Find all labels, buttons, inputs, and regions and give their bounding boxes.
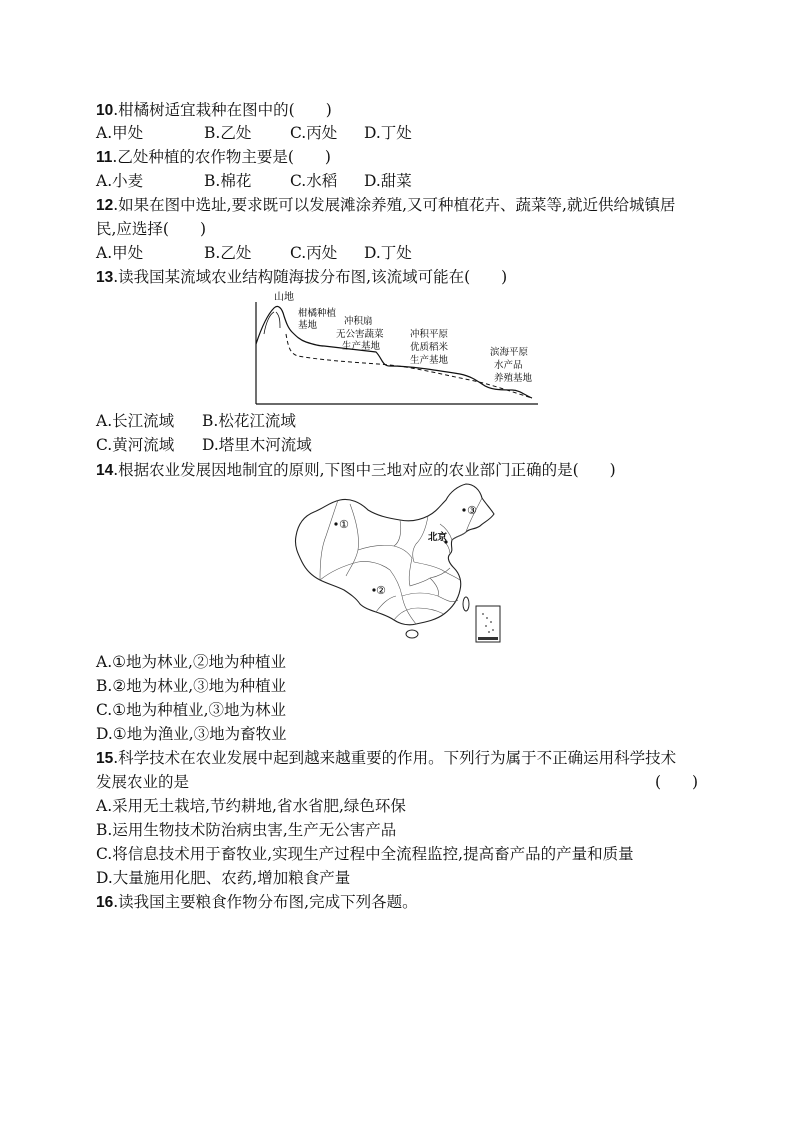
site-1-label: ① <box>339 518 349 531</box>
option-c[interactable]: C.①地为种植业,③地为林业 <box>96 701 287 719</box>
question-14-option-b <box>96 676 286 696</box>
question-text: .根据农业发展因地制宜的原则,下图中三地对应的农业部门正确的是( ) <box>113 461 616 479</box>
inset-islands <box>482 613 494 633</box>
option-b[interactable]: B.运用生物技术防治病虫害,生产无公害产品 <box>96 821 397 839</box>
option-b[interactable]: B.乙处 <box>204 244 252 262</box>
question-11-stem <box>96 147 331 168</box>
question-16-stem <box>96 892 418 913</box>
site-2-label: ② <box>376 584 386 597</box>
option-c[interactable]: C.水稻 <box>290 172 338 190</box>
option-a[interactable]: A.①地为林业,②地为种植业 <box>96 653 286 671</box>
option-c[interactable]: C.黄河流域 <box>96 436 175 454</box>
question-text: .读我国主要粮食作物分布图,完成下列各题。 <box>113 893 418 911</box>
site-3-label: ③ <box>467 504 477 517</box>
mountain-detail <box>276 312 280 328</box>
question-text: .读我国某流域农业结构随海拔分布图,该流域可能在( ) <box>113 268 508 286</box>
question-text: .如果在图中选址,要求既可以发展滩涂养殖,又可种植花卉、蔬菜等,就近供给城镇居 <box>113 196 676 214</box>
option-d[interactable]: D.①地为渔业,③地为畜牧业 <box>96 725 287 743</box>
question-15-option-d <box>96 868 350 888</box>
question-12-options <box>96 243 412 263</box>
question-13-options-row1 <box>96 411 296 431</box>
option-b[interactable]: B.松花江流域 <box>202 412 296 430</box>
answer-parentheses[interactable]: ( ) <box>655 773 699 791</box>
label-aquatic-base: 养殖基地 <box>494 373 533 384</box>
inset-scale-bar <box>478 637 498 640</box>
option-b[interactable]: B.棉花 <box>204 172 252 190</box>
question-number: 11 <box>96 149 113 166</box>
option-c[interactable]: C.丙处 <box>290 244 338 262</box>
option-d[interactable]: D.大量施用化肥、农药,增加粮食产量 <box>96 869 351 887</box>
option-b[interactable]: B.乙处 <box>204 124 252 142</box>
province-boundaries <box>320 498 482 624</box>
option-a[interactable]: A.甲处 <box>96 124 144 142</box>
question-15-stem <box>96 748 676 769</box>
hainan-island <box>406 630 418 638</box>
question-15-option-a <box>96 796 406 816</box>
question-12-stem-continued <box>96 219 206 239</box>
question-number: 16 <box>96 894 114 911</box>
option-d[interactable]: D.丁处 <box>364 244 412 262</box>
question-14-option-c <box>96 700 286 720</box>
option-a[interactable]: A.长江流域 <box>96 412 175 430</box>
question-number: 15 <box>96 750 114 767</box>
question-13-stem <box>96 267 507 288</box>
question-text: .乙处种植的农作物主要是( ) <box>112 148 331 166</box>
question-number: 13 <box>96 269 114 286</box>
question-13-options-row2 <box>96 435 312 455</box>
question-12-stem <box>96 195 675 216</box>
label-vegetable-base: 生产基地 <box>342 341 381 352</box>
question-10-options <box>96 123 412 143</box>
label-alluvial-fan: 冲积扇 <box>344 316 373 327</box>
site-1-dot <box>334 522 337 525</box>
question-15-option-b <box>96 820 396 840</box>
label-citrus-base: 基地 <box>298 320 318 331</box>
site-3-dot <box>462 508 465 511</box>
taiwan-island <box>463 597 469 611</box>
label-citrus: 柑橘种植 <box>298 308 337 319</box>
option-a[interactable]: A.采用无土栽培,节约耕地,省水省肥,绿色环保 <box>96 797 406 815</box>
option-d[interactable]: D.丁处 <box>364 124 412 142</box>
question-text: .柑橘树适宜栽种在图中的( ) <box>113 101 332 119</box>
label-rice: 优质稻米 <box>410 342 449 353</box>
china-map-figure <box>290 480 504 646</box>
question-number: 14 <box>96 462 114 479</box>
elevation-profile-figure <box>250 286 542 408</box>
question-14-stem <box>96 460 616 481</box>
south-sea-inset <box>476 606 500 642</box>
question-text: 发展农业的是 <box>96 773 190 791</box>
label-mountain: 山地 <box>274 292 294 303</box>
china-outline <box>295 484 494 625</box>
option-a[interactable]: A.甲处 <box>96 244 144 262</box>
question-text: .科学技术在农业发展中起到越来越重要的作用。下列行为属于不正确运用科学技术 <box>113 749 677 767</box>
label-vegetable: 无公害蔬菜 <box>336 329 384 340</box>
beijing-label: 北京 <box>428 532 448 543</box>
option-d[interactable]: D.塔里木河流域 <box>202 436 312 454</box>
question-15-stem-continued <box>96 772 189 792</box>
label-alluvial-plain: 冲积平原 <box>410 329 449 340</box>
option-c[interactable]: C.丙处 <box>290 124 338 142</box>
label-coastal-plain: 滨海平原 <box>490 347 529 358</box>
question-14-option-a <box>96 652 286 672</box>
question-text: 民,应选择( ) <box>96 220 207 238</box>
option-a[interactable]: A.小麦 <box>96 172 144 190</box>
option-b[interactable]: B.②地为林业,③地为种植业 <box>96 677 287 695</box>
option-d[interactable]: D.甜菜 <box>364 172 412 190</box>
question-number: 12 <box>96 197 114 214</box>
question-10-stem <box>96 100 332 121</box>
question-15-option-c <box>96 844 634 864</box>
question-number: 10 <box>96 102 114 119</box>
question-14-option-d <box>96 724 287 744</box>
label-aquatic: 水产品 <box>494 360 523 371</box>
option-c[interactable]: C.将信息技术用于畜牧业,实现生产过程中全流程监控,提高畜产品的产量和质量 <box>96 845 634 863</box>
label-rice-base: 生产基地 <box>410 355 449 366</box>
question-11-options <box>96 171 412 191</box>
